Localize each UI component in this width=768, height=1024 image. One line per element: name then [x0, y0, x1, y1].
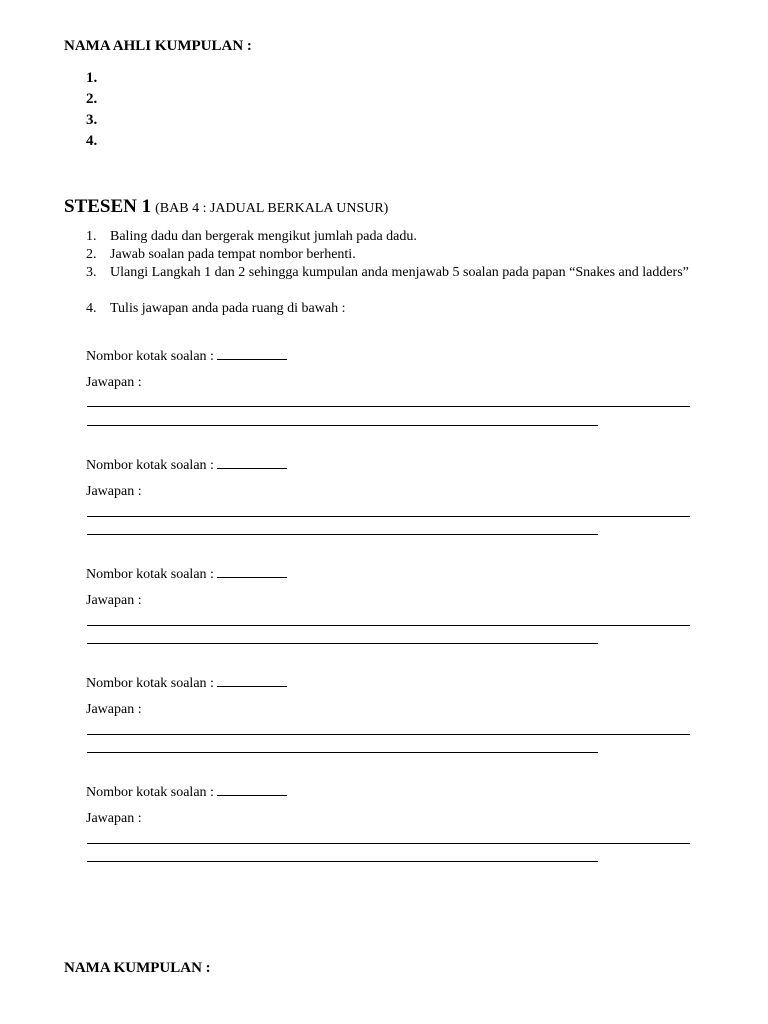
question-number-row — [86, 674, 287, 692]
question-number-label: Nombor kotak soalan : — [86, 567, 214, 582]
member-number-1: 1. — [86, 70, 98, 86]
step-text: Baling dadu dan bergerak mengikut jumlah pada dadu. — [110, 229, 417, 244]
station-heading — [64, 196, 388, 218]
answer-label: Jawapan : — [86, 702, 142, 717]
question-number-row — [86, 456, 287, 474]
answer-line[interactable] — [87, 861, 598, 862]
step-text: Tulis jawapan anda pada ruang di bawah : — [110, 301, 346, 316]
question-number-blank[interactable] — [217, 347, 287, 360]
question-number-label: Nombor kotak soalan : — [86, 785, 214, 800]
question-number-blank[interactable] — [217, 456, 287, 469]
question-number-blank[interactable] — [217, 783, 287, 796]
station-title: STESEN 1 — [64, 196, 152, 217]
member-number-4: 4. — [86, 133, 98, 149]
question-number-label: Nombor kotak soalan : — [86, 676, 214, 691]
answer-line[interactable] — [87, 843, 690, 844]
answer-line[interactable] — [87, 406, 690, 407]
question-number-row — [86, 783, 287, 801]
question-number-blank[interactable] — [217, 674, 287, 687]
question-number-row — [86, 347, 287, 365]
station-subtitle: (BAB 4 : JADUAL BERKALA UNSUR) — [155, 201, 389, 216]
answer-line[interactable] — [87, 734, 690, 735]
step-text: Jawab soalan pada tempat nombor berhenti. — [110, 247, 356, 262]
question-number-label: Nombor kotak soalan : — [86, 458, 214, 473]
answer-line[interactable] — [87, 516, 690, 517]
answer-label: Jawapan : — [86, 811, 142, 826]
step-number: 1. — [86, 229, 97, 244]
step-number: 4. — [86, 301, 97, 316]
answer-line[interactable] — [87, 534, 598, 535]
answer-line[interactable] — [87, 425, 598, 426]
question-number-blank[interactable] — [217, 565, 287, 578]
group-name-heading: NAMA KUMPULAN : — [64, 960, 211, 976]
members-heading: NAMA AHLI KUMPULAN : — [64, 38, 252, 54]
answer-label: Jawapan : — [86, 593, 142, 608]
step-number: 2. — [86, 247, 97, 262]
step-text: Ulangi Langkah 1 dan 2 sehingga kumpulan anda menjawab 5 soalan pada papan “Snakes and ladders” — [110, 265, 689, 280]
member-number-2: 2. — [86, 91, 98, 107]
answer-line[interactable] — [87, 625, 690, 626]
answer-label: Jawapan : — [86, 484, 142, 499]
member-number-3: 3. — [86, 112, 98, 128]
answer-line[interactable] — [87, 643, 598, 644]
answer-line[interactable] — [87, 752, 598, 753]
step-number: 3. — [86, 265, 97, 280]
answer-label: Jawapan : — [86, 375, 142, 390]
question-number-row — [86, 565, 287, 583]
question-number-label: Nombor kotak soalan : — [86, 349, 214, 364]
